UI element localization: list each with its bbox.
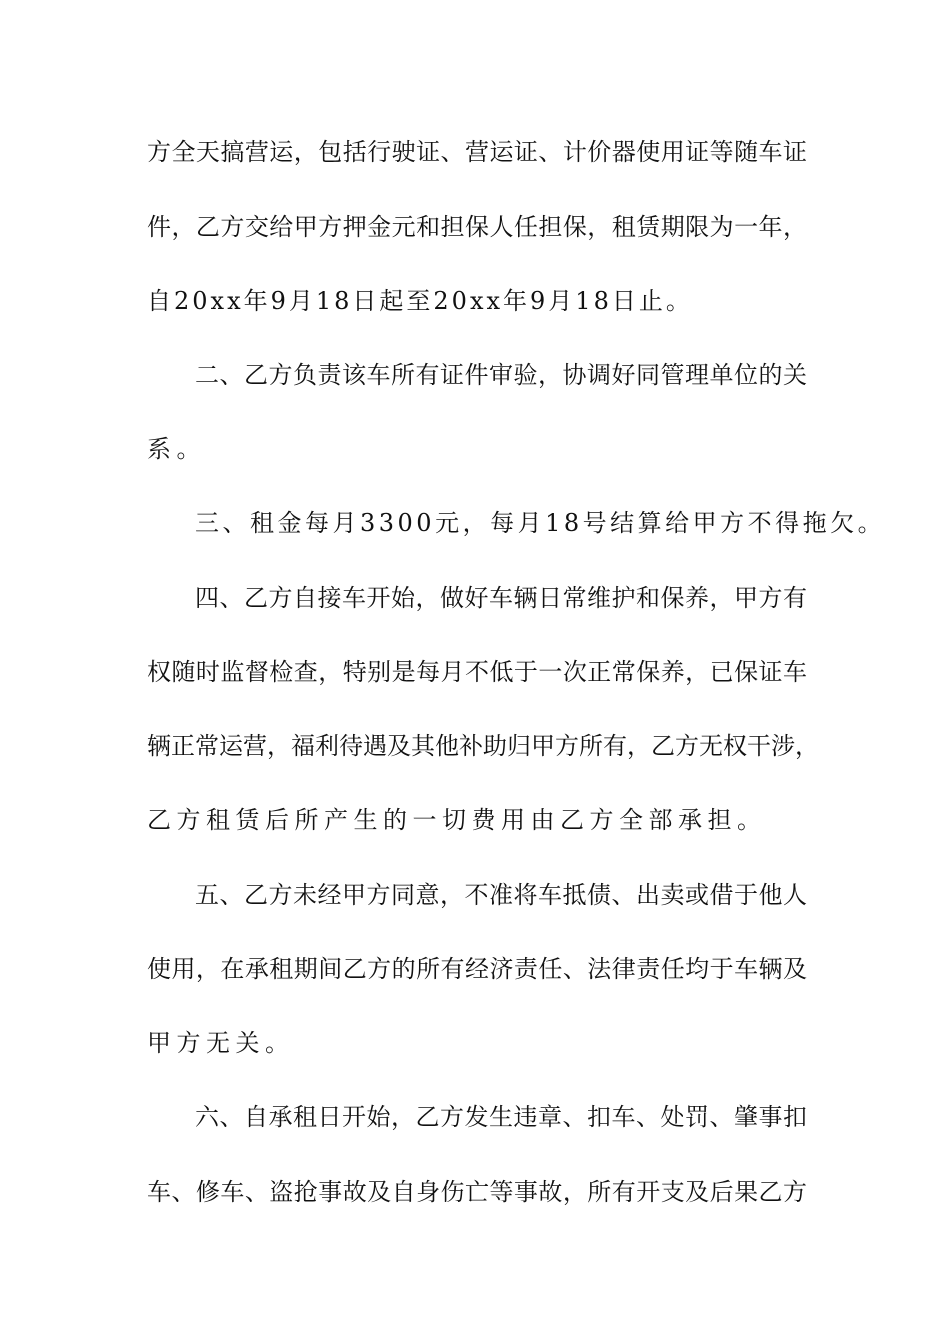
paragraph-line-clause-2: 二、乙方负责该车所有证件审验，协调好同管理单位的关 <box>195 361 807 389</box>
paragraph-line: 甲方无关。 <box>147 1029 295 1057</box>
paragraph-line-clause-3: 三、租金每月3300元，每月18号结算给甲方不得拖欠。 <box>195 509 886 537</box>
paragraph-line: 辆正常运营，福利待遇及其他补助归甲方所有，乙方无权干涉， <box>147 732 819 760</box>
paragraph-line: 系。 <box>147 435 206 463</box>
paragraph-line-clause-6: 六、自承租日开始，乙方发生违章、扣车、处罚、肇事扣 <box>195 1103 807 1131</box>
paragraph-line: 乙方租赁后所产生的一切费用由乙方全部承担。 <box>147 806 767 834</box>
paragraph-line: 件，乙方交给甲方押金元和担保人任担保，租赁期限为一年， <box>147 213 807 241</box>
paragraph-line: 方全天搞营运，包括行驶证、营运证、计价器使用证等随车证 <box>147 138 807 166</box>
paragraph-line: 权随时监督检查，特别是每月不低于一次正常保养，已保证车 <box>147 658 807 686</box>
paragraph-line-clause-4: 四、乙方自接车开始，做好车辆日常维护和保养，甲方有 <box>195 584 807 612</box>
paragraph-line: 使用，在承租期间乙方的所有经济责任、法律责任均于车辆及 <box>147 955 807 983</box>
paragraph-line-clause-5: 五、乙方未经甲方同意，不准将车抵债、出卖或借于他人 <box>195 881 807 909</box>
paragraph-line: 自20xx年9月18日起至20xx年9月18日止。 <box>147 287 693 315</box>
paragraph-line: 车、修车、盗抢事故及自身伤亡等事故，所有开支及后果乙方 <box>147 1178 807 1206</box>
